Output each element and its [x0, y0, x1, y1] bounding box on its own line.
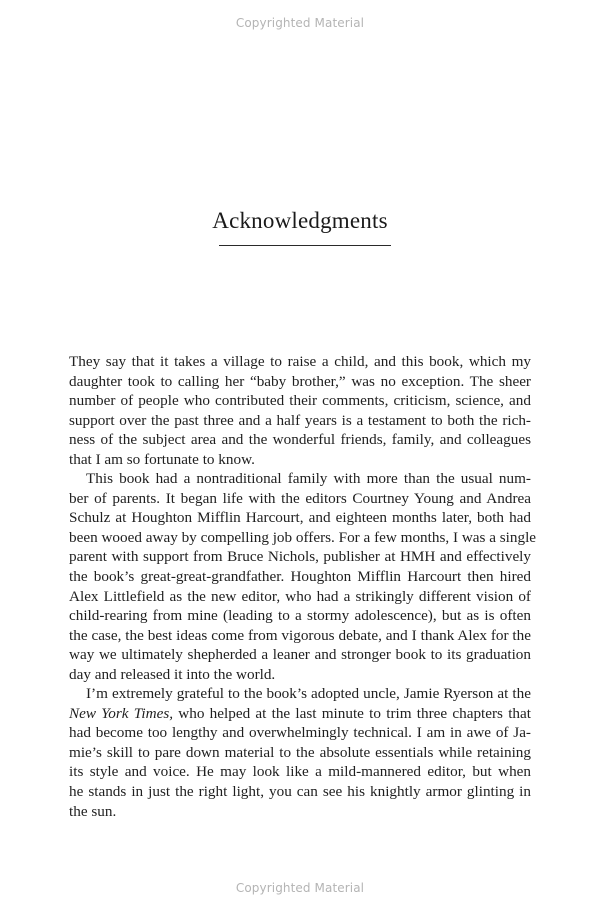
text-line: parent with support from Bruce Nichols, publisher at HMH and effectively [69, 548, 531, 566]
text-line: its style and voice. He may look like a mild-mannered editor, but when [69, 763, 531, 781]
text-line: been wooed away by compelling job offers. For a few months, I was a single [69, 528, 537, 546]
text-line: the book’s great-great-grandfather. Houghton Mifflin Harcourt then hired [69, 568, 531, 586]
paragraph-1 [69, 352, 531, 469]
watermark-top: Copyrighted Material [235, 16, 365, 30]
text-line: mie’s skill to pare down material to the absolute essentials while retaining [69, 743, 531, 761]
text-line: number of people who contributed their comments, criticism, science, and [69, 392, 531, 410]
text-line: Schulz at Houghton Mifflin Harcourt, and eighteen months later, both had [69, 509, 531, 527]
text-line: I’m extremely grateful to the book’s adopted uncle, Jamie Ryerson at the [86, 685, 531, 703]
text-line: They say that it takes a village to raise a child, and this book, which my [69, 353, 531, 370]
text-line: daughter took to calling her “baby brother,” was no exception. The sheer [69, 372, 531, 390]
text-line: support over the past three and a half years is a testament to both the rich- [69, 411, 531, 429]
paragraph-3 [69, 684, 531, 821]
paragraph-2 [69, 469, 537, 684]
text-line: day and released it into the world. [69, 665, 276, 683]
text-line: ness of the subject area and the wonderful friends, family, and colleagues [69, 431, 531, 449]
text-run: who helped at the last minute to trim three chapters that [173, 704, 531, 722]
text-line: he stands in just the right light, you can see his knightly armor glinting in [69, 783, 531, 801]
text-line [69, 704, 531, 724]
text-line: child-rearing from mine (leading to a stormy adolescence), but as is often [69, 607, 531, 625]
title-underline-rule [219, 245, 391, 246]
text-line: This book had a nontraditional family with more than the usual num- [86, 470, 531, 488]
text-line: way we ultimately shepherded a leaner and stronger book to its graduation [69, 646, 531, 664]
text-line: that I am so fortunate to know. [69, 450, 255, 468]
text-line: had become too lengthy and overwhelmingly technical. I am in awe of Ja- [69, 724, 531, 742]
text-line: the case, the best ideas come from vigorous debate, and I thank Alex for the [69, 626, 531, 644]
text-line: ber of parents. It began life with the editors Courtney Young and Andrea [69, 489, 531, 507]
text-line: Alex Littlefield as the new editor, who had a strikingly different vision of [69, 587, 531, 605]
watermark-bottom: Copyrighted Material [235, 881, 365, 895]
publication-name: New York Times, [69, 704, 174, 722]
text-line: the sun. [69, 802, 117, 820]
chapter-title: Acknowledgments [212, 208, 388, 233]
body-text [69, 352, 537, 821]
